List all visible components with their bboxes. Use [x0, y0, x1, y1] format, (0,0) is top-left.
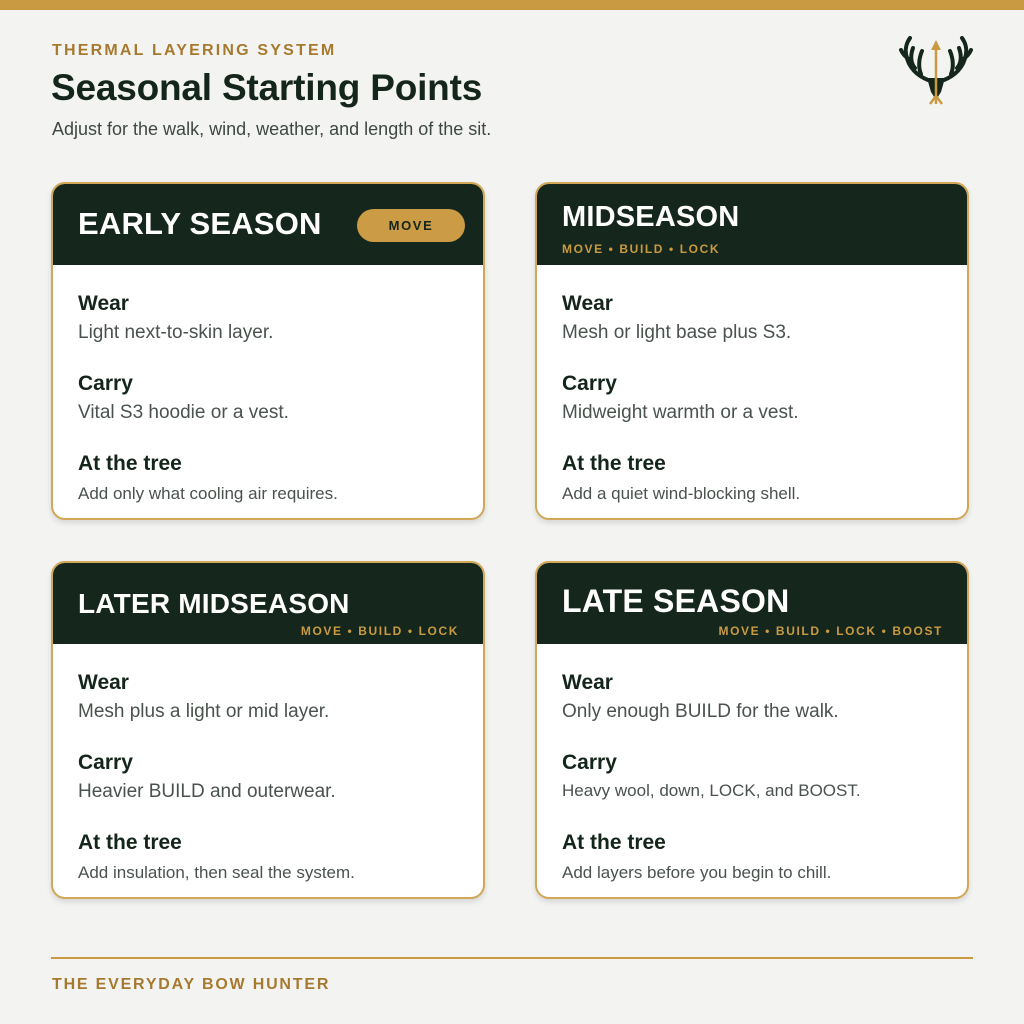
at-the-tree-text: Add insulation, then seal the system. [78, 863, 355, 882]
wear-label: Wear [562, 671, 613, 694]
wear-label: Wear [78, 292, 129, 315]
page-title: Seasonal Starting Points [51, 67, 483, 108]
antler-arrow-logo-icon [898, 34, 974, 106]
card-early-season [51, 182, 485, 520]
carry-label: Carry [562, 372, 617, 395]
at-the-tree-label: At the tree [562, 831, 666, 854]
at-the-tree-label: At the tree [562, 452, 666, 475]
wear-label: Wear [78, 671, 129, 694]
page-subtitle: Adjust for the walk, wind, weather, and length of the sit. [52, 119, 492, 139]
at-the-tree-label: At the tree [78, 452, 182, 475]
card-header [537, 184, 967, 265]
at-the-tree-text: Add only what cooling air requires. [78, 484, 338, 503]
wear-text: Mesh or light base plus S3. [562, 322, 792, 343]
carry-label: Carry [562, 751, 617, 774]
carry-text: Vital S3 hoodie or a vest. [78, 402, 289, 423]
wear-text: Only enough BUILD for the walk. [562, 701, 839, 722]
card-header [53, 184, 483, 265]
carry-label: Carry [78, 751, 133, 774]
season-title: EARLY SEASON [78, 206, 322, 241]
layer-tags: MOVE • BUILD • LOCK • BOOST [718, 624, 943, 638]
carry-text: Heavier BUILD and outerwear. [78, 781, 336, 802]
season-title: LATE SEASON [562, 583, 790, 619]
at-the-tree-text: Add a quiet wind-blocking shell. [562, 484, 801, 503]
card-later-midseason [51, 561, 485, 899]
season-title: MIDSEASON [562, 201, 740, 233]
carry-label: Carry [78, 372, 133, 395]
card-late-season [535, 561, 969, 899]
top-accent-bar [0, 0, 1024, 10]
layer-tags: MOVE • BUILD • LOCK [562, 242, 721, 256]
wear-text: Light next-to-skin layer. [78, 322, 274, 343]
at-the-tree-text: Add layers before you begin to chill. [562, 863, 832, 882]
card-header [537, 563, 967, 644]
at-the-tree-label: At the tree [78, 831, 182, 854]
layer-tags: MOVE • BUILD • LOCK [300, 624, 459, 638]
wear-label: Wear [562, 292, 613, 315]
footer-brand: THE EVERYDAY BOW HUNTER [52, 976, 331, 993]
carry-text: Midweight warmth or a vest. [562, 402, 799, 423]
season-title: LATER MIDSEASON [78, 588, 350, 619]
card-header [53, 563, 483, 644]
eyebrow-label: THERMAL LAYERING SYSTEM [52, 42, 337, 59]
wear-text: Mesh plus a light or mid layer. [78, 701, 330, 722]
footer-divider [51, 957, 973, 959]
card-midseason [535, 182, 969, 520]
carry-text: Heavy wool, down, LOCK, and BOOST. [562, 781, 861, 800]
move-badge: MOVE [357, 209, 465, 242]
